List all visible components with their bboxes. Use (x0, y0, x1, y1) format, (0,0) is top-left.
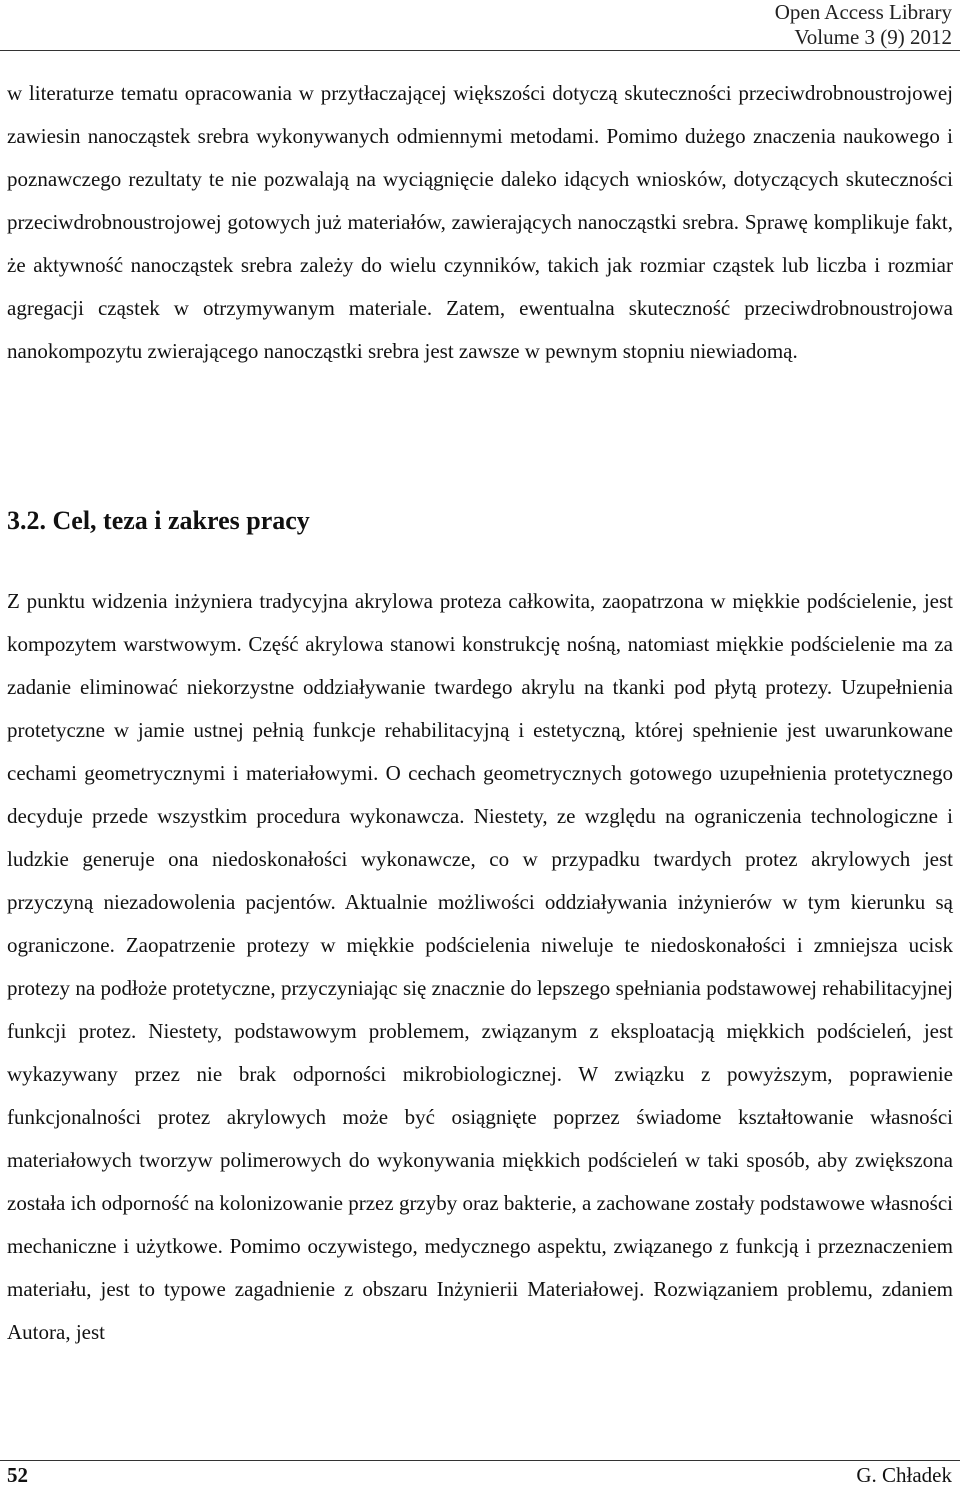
body-paragraph-2: Z punktu widzenia inżyniera tradycyjna akrylowa proteza całkowita, zaopatrzona w miękkie podścielenie, jest kompozytem warstwowym. Część akrylowa stanowi konstrukcję nośną, natomiast miękkie podścielenie ma za zadanie eliminować niekorzystne oddziaływanie twardego akrylu na tkanki pod płytą protezy. Uzupełnienia protetyczne w jamie ustnej pełnią funkcje rehabilitacyjną i estetyczną, której spełnienie jest uwarunkowane cechami geometrycznymi i materiałowymi. O cechach geometrycznych gotowego uzupełnienia protetycznego decyduje przede wszystkim procedura wykonawcza. Niestety, ze względu na ograniczenia technologiczne i ludzkie generuje ona niedoskonałości wykonawcze, co w przypadku twardych protez akrylowych jest przyczyną niezadowolenia pacjentów. Aktualnie możliwości oddziaływania inżynierów w tym kierunku są ograniczone. Zaopatrzenie protezy w miękkie podścielenia niweluje te niedoskonałości i zmniejsza ucisk protezy na podłoże protetyczne, przyczyniając się znacznie do lepszego spełniania podstawowej rehabilitacyjnej funkcji protez. Niestety, podstawowym problemem, związanym z eksploatacją miękkich podścieleń, jest wykazywany przez nie brak odporności mikrobiologicznej. W związku z powyższym, poprawienie funkcjonalności protez akrylowych może być osiągnięte poprzez świadome kształtowanie własności materiałowych tworzyw polimerowych do wykonywania miękkich podścieleń w taki sposób, aby zwiększona została ich odporność na kolonizowanie przez grzyby oraz bakterie, a zachowane zostały podstawowe własności mechaniczne i użytkowe. Pomimo oczywistego, medycznego aspektu, związanego z funkcją i przeznaczeniem materiału, jest to typowe zagadnienie z obszaru Inżynierii Materiałowej. Rozwiązaniem problemu, zdaniem Autora, jest (7, 589, 953, 1344)
header-divider (0, 50, 960, 51)
running-header (775, 0, 952, 50)
journal-title: Open Access Library (774, 0, 952, 24)
body-paragraph-1: w literaturze tematu opracowania w przytłaczającej większości dotyczą skuteczności przeciwdrobnoustrojowej zawiesin nanocząstek srebra wykonywanych odmiennymi metodami. Pomimo dużego znaczenia naukowego i poznawczego rezultaty te nie pozwalają na wyciągnięcie daleko idących wniosków, dotyczących skuteczności przeciwdrobnoustrojowej gotowych już materiałów, zawierających nanocząstki srebra. Sprawę komplikuje fakt, że aktywność nanocząstek srebra zależy do wielu czynników, takich jak rozmiar cząstek lub liczba i rozmiar agregacji cząstek w otrzymywanym materiale. Zatem, ewentualna skuteczność przeciwdrobnoustrojowa nanokompozytu zwierającego nanocząstki srebra jest zawsze w pewnym stopniu niewiadomą. (7, 81, 953, 363)
running-footer-author: G. Chładek (856, 1463, 952, 1487)
section-heading: 3.2. Cel, teza i zakres pracy (7, 506, 310, 535)
footer-divider (0, 1460, 960, 1461)
page-number: 52 (7, 1463, 28, 1487)
journal-volume: Volume 3 (9) 2012 (794, 25, 952, 49)
